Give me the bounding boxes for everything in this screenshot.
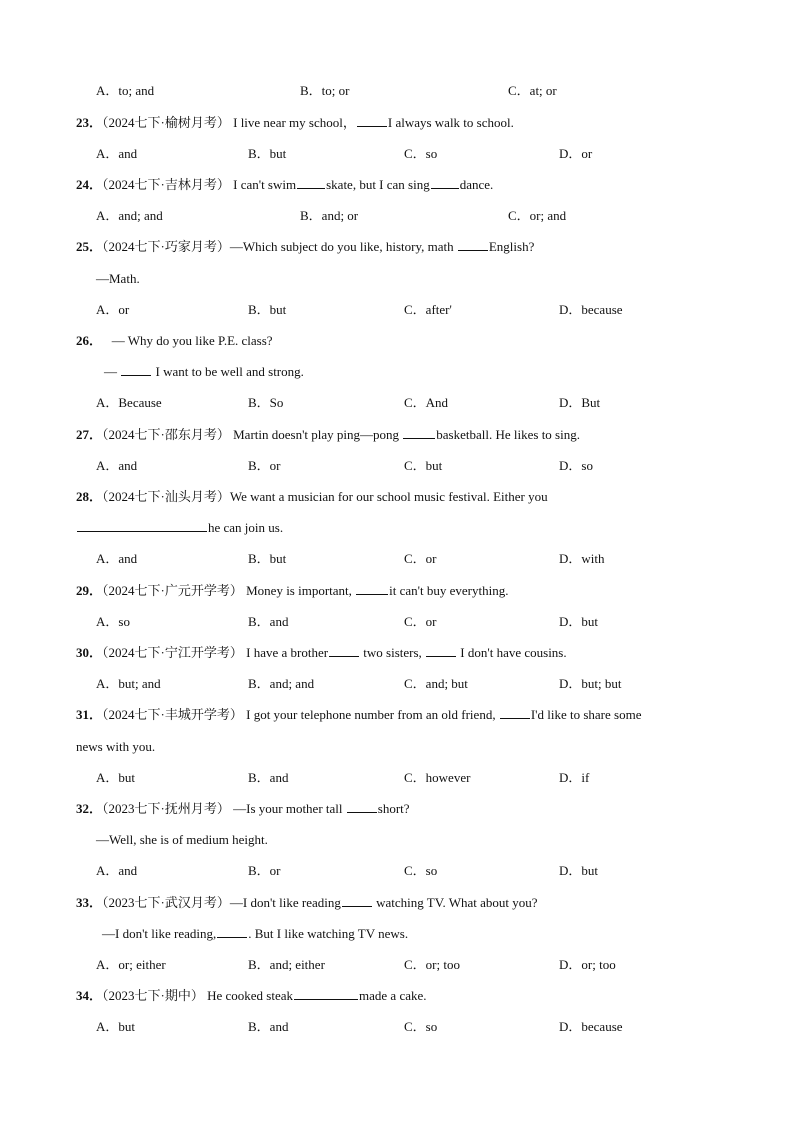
- question-number: 27．: [76, 427, 103, 442]
- question-source: （2024七下·巧家月考）: [102, 239, 230, 254]
- q28-option-a: A．and: [96, 551, 138, 566]
- question-number: 25．: [76, 239, 103, 254]
- q27-option-b: B．or: [248, 458, 281, 473]
- q32-option-b: B．or: [248, 863, 281, 878]
- question-source: （2024七下·宁江开学考）: [102, 645, 243, 660]
- q25-option-a: A．or: [96, 302, 130, 317]
- q34-option-b: B．and: [248, 1019, 289, 1034]
- answer-blank: [347, 801, 377, 813]
- q28-stem: 28．（2024七下·汕头月考）We want a musician for our school music festival. Either you: [76, 489, 548, 504]
- answer-blank: [431, 177, 459, 189]
- q23-option-b: B．but: [248, 146, 287, 161]
- q32-option-d: D．but: [559, 863, 599, 878]
- q26-option-d: D．But: [559, 395, 601, 410]
- q33-option-d: D．or; too: [559, 957, 616, 972]
- q24-option-c: C．or; and: [508, 208, 567, 223]
- q25-stem: 25．（2024七下·巧家月考）—Which subject do you like, history, math English?: [76, 239, 535, 254]
- q24-option-a: A．and; and: [96, 208, 163, 223]
- question-number: 33．: [76, 895, 103, 910]
- answer-blank: [294, 988, 358, 1000]
- q31-stem: 31．（2024七下·丰城开学考） I got your telephone number from an old friend, I'd like to share some: [76, 707, 642, 722]
- q28-option-c: C．or: [404, 551, 437, 566]
- q32-answer-line: —Well, she is of medium height.: [96, 832, 268, 847]
- q29-option-a: A．so: [96, 614, 130, 629]
- q34-stem: 34．（2023七下·期中） He cooked steak made a cake.: [76, 988, 427, 1003]
- question-source: （2024七下·广元开学考）: [102, 583, 243, 598]
- q27-stem: 27．（2024七下·邵东月考） Martin doesn't play ping—pong basketball. He likes to sing.: [76, 427, 580, 442]
- q22-option-a: A．to; and: [96, 83, 155, 98]
- question-number: 30．: [76, 645, 103, 660]
- answer-blank: [426, 645, 456, 657]
- q25-answer-line: —Math.: [96, 271, 140, 286]
- q27-option-d: D．so: [559, 458, 593, 473]
- q32-stem: 32．（2023七下·抚州月考） —Is your mother tall short?: [76, 801, 410, 816]
- q23-option-c: C．so: [404, 146, 438, 161]
- q30-stem: 30．（2024七下·宁江开学考） I have a brother two sisters, I don't have cousins.: [76, 645, 567, 660]
- answer-blank: [342, 895, 372, 907]
- question-number: 31．: [76, 707, 103, 722]
- q23-option-d: D．or: [559, 146, 593, 161]
- question-source: （2024七下·汕头月考）: [102, 489, 230, 504]
- q33-option-b: B．and; either: [248, 957, 325, 972]
- q25-option-c: C．after': [404, 302, 452, 317]
- answer-blank: [121, 364, 151, 376]
- q25-option-b: B．but: [248, 302, 287, 317]
- q33-option-a: A．or; either: [96, 957, 166, 972]
- question-source: （2023七下·期中）: [102, 988, 204, 1003]
- q29-option-c: C．or: [404, 614, 437, 629]
- q24-stem: 24．（2024七下·吉林月考） I can't swim skate, but I can sing dance.: [76, 177, 494, 192]
- q31-line2: news with you.: [76, 739, 156, 754]
- q25-option-d: D．because: [559, 302, 623, 317]
- q31-option-c: C．however: [404, 770, 471, 785]
- q23-stem: 23．（2024七下·榆树月考） I live near my school， I always walk to school.: [76, 115, 514, 130]
- q23-option-a: A．and: [96, 146, 138, 161]
- answer-blank: [356, 583, 388, 595]
- question-number: 23．: [76, 115, 103, 130]
- q29-option-d: D．but: [559, 614, 599, 629]
- q34-option-c: C．so: [404, 1019, 438, 1034]
- q27-option-a: A．and: [96, 458, 138, 473]
- q34-option-d: D．because: [559, 1019, 623, 1034]
- answer-blank: [217, 926, 247, 938]
- question-number: 34．: [76, 988, 103, 1003]
- question-number: 24．: [76, 177, 103, 192]
- question-source: （2024七下·榆树月考）: [102, 115, 230, 130]
- answer-blank: [403, 427, 435, 439]
- question-source: （2024七下·吉林月考）: [102, 177, 230, 192]
- q28-line2: he can join us.: [76, 520, 283, 536]
- answer-blank: [500, 707, 530, 719]
- q31-option-a: A．but: [96, 770, 136, 785]
- answer-blank: [77, 520, 207, 532]
- question-source: （2023七下·武汉月考）: [102, 895, 230, 910]
- question-number: 32．: [76, 801, 103, 816]
- q30-option-a: A．but; and: [96, 676, 161, 691]
- q28-option-d: D．with: [559, 551, 605, 566]
- question-source: （2024七下·邵东月考）: [102, 427, 230, 442]
- answer-blank: [357, 115, 387, 127]
- answer-blank: [458, 239, 488, 251]
- q24-option-b: B．and; or: [300, 208, 359, 223]
- q33-stem: 33．（2023七下·武汉月考）—I don't like reading watching TV. What about you?: [76, 895, 538, 910]
- answer-blank: [297, 177, 325, 189]
- q29-option-b: B．and: [248, 614, 289, 629]
- q26-option-a: A．Because: [96, 395, 162, 410]
- q29-stem: 29．（2024七下·广元开学考） Money is important, it can't buy everything.: [76, 583, 509, 598]
- question-source: （2024七下·丰城开学考）: [102, 707, 243, 722]
- q34-option-a: A．but: [96, 1019, 136, 1034]
- q30-option-b: B．and; and: [248, 676, 315, 691]
- q22-option-c: C．at; or: [508, 83, 557, 98]
- answer-blank: [329, 645, 359, 657]
- q26-option-c: C．And: [404, 395, 449, 410]
- q30-option-d: D．but; but: [559, 676, 622, 691]
- q32-option-c: C．so: [404, 863, 438, 878]
- question-number: 26．: [76, 333, 103, 348]
- question-number: 29．: [76, 583, 103, 598]
- q26-stem: 26． — Why do you like P.E. class?: [76, 333, 273, 348]
- q26-line2: — I want to be well and strong.: [104, 364, 304, 379]
- q22-option-b: B．to; or: [300, 83, 350, 98]
- q31-option-d: D．if: [559, 770, 590, 785]
- q28-option-b: B．but: [248, 551, 287, 566]
- q26-option-b: B．So: [248, 395, 284, 410]
- question-number: 28．: [76, 489, 103, 504]
- q30-option-c: C．and; but: [404, 676, 468, 691]
- question-source: （2023七下·抚州月考）: [102, 801, 230, 816]
- q32-option-a: A．and: [96, 863, 138, 878]
- q31-option-b: B．and: [248, 770, 289, 785]
- q27-option-c: C．but: [404, 458, 443, 473]
- q33-option-c: C．or; too: [404, 957, 460, 972]
- q33-line2: —I don't like reading, . But I like watching TV news.: [102, 926, 409, 941]
